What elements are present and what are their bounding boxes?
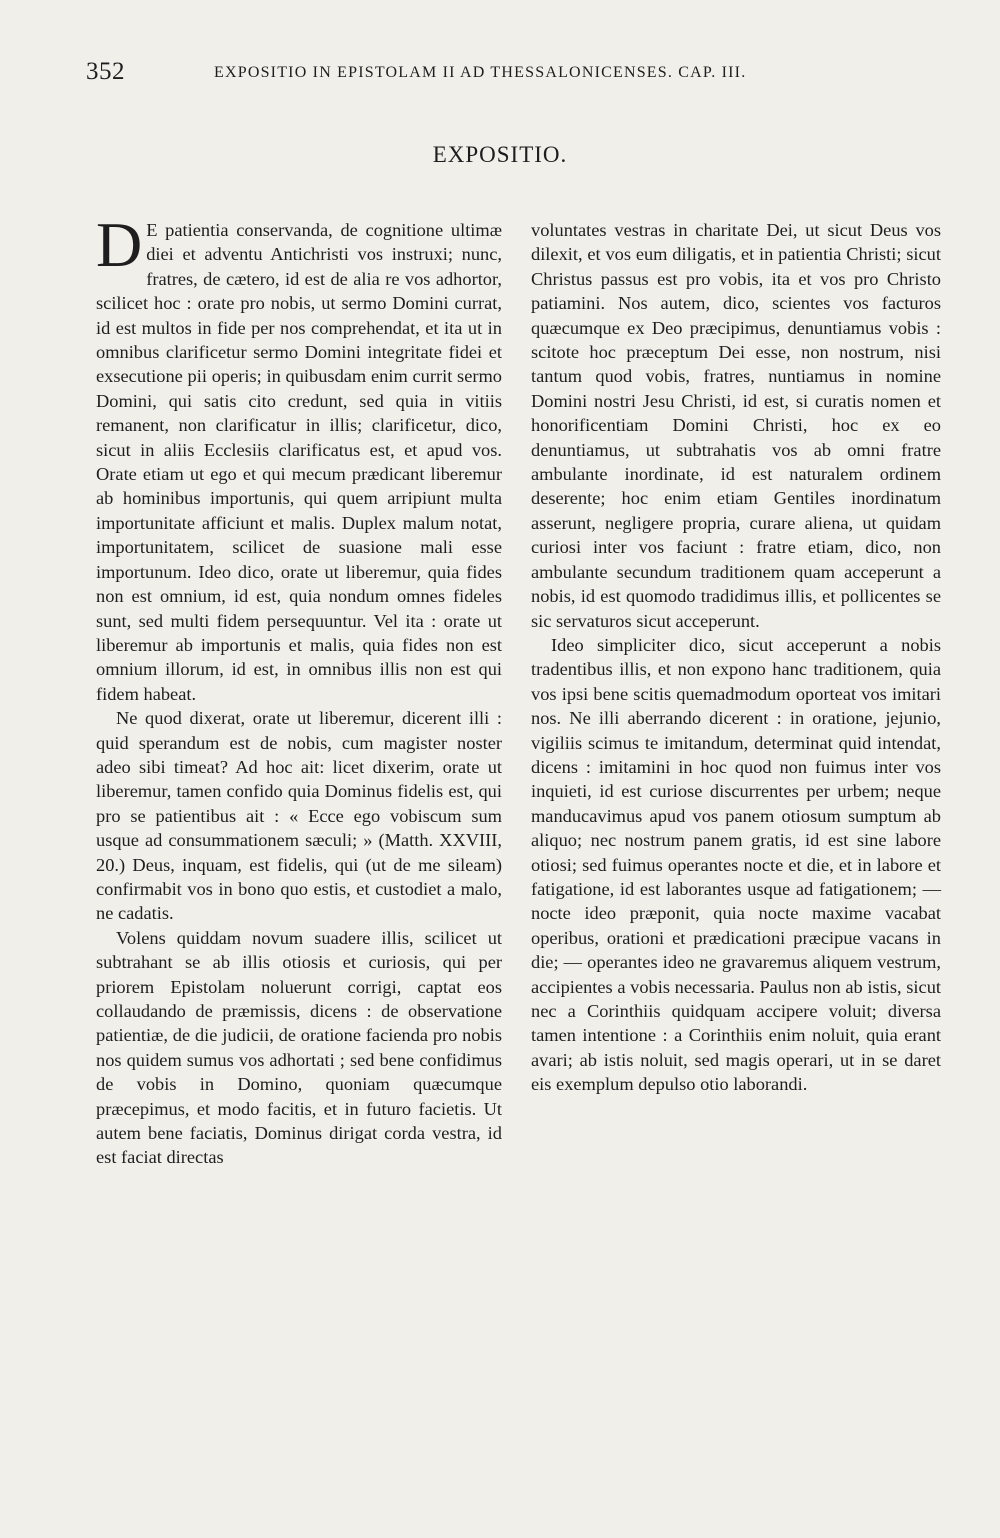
paragraph: Ideo simpliciter dico, sicut acceperunt a nobis tradentibus illis, et non expono hanc traditionem, quia vos ipsi bene scitis quemadmodum oporteat vos imitari nos. Ne illi aberrando dicerent : in oratione, jejunio, vigiliis scimus te imitandum, determinat quid intendat, dicens : imitamini in hoc quod non fuimus inter vos inquieti, id est curiose discurrentes per urbem; neque manducavimus apud vos panem otiosum sumptum ab aliquo; nec nostrum panem gratis, id est sine labore otiosi; sed fuimus operantes nocte et die, et in labore et fatigatione, id est laborantes usque ad fatigationem; — nocte ideo præponit, quia nocte maxime vacabat operibus, orationi et prædicationi præcipue vacans in die; — operantes ideo ne gravaremus aliquem vestrum, accipientes a vobis necessaria. Paulus non ab istis, sicut nec a Corinthiis quidquam accipere voluit; diversa tamen intentione : a Corinthiis enim noluit, quia erant avari; ab istis noluit, sed magis operari, ut in se daret eis exemplum depulso otio laborandi. [531, 634, 941, 1095]
paragraph [96, 209, 502, 706]
page-header [86, 58, 940, 92]
left-column [96, 209, 502, 1170]
paragraph: voluntates vestras in charitate Dei, ut sicut Deus vos dilexit, et vos eum diligatis, et in patientia Christi; sicut Christus passus est pro vobis, ita et vos pro Christo patiamini. Nos autem, dico, scientes vos facturos quæcumque ex Deo præcipimus, denuntiamus vobis : scitote hoc præceptum Dei esse, non nostrum, nisi tantum quod vobis, fratres, nuntiamus in nomine Domini nostri Jesu Christi, id est, si curatis nomen et honorificentiam Domini Christi, hoc ex eo denuntiamus, ut subtrahatis vos ab omni fratre ambulante inordinate, id est naturalem ordinem deserente; hoc enim etiam Gentiles inordinatum asserunt, negligere propria, curare aliena, ut quidam curiosi inter vos faciunt : fratre etiam, dico, non ambulante secundum traditionem quam acceperunt a nobis, id est quomodo tradidimus illis, et pollicentes se sic servaturos sicut acceperunt. [531, 220, 941, 631]
drop-capital: D [96, 209, 143, 280]
paragraph: Ne quod dixerat, orate ut liberemur, dicerent illi : quid sperandum est de nobis, cum magister noster adeo sibi timeat? Ad hoc ait: licet dixerim, orate ut liberemur, tamen confido quia Dominus fidelis est, qui pro se patientibus ait : « Ecce ego vobiscum sum usque ad consummationem sæculi; » (Matth. XXVIII, 20.) Deus, inquam, est fidelis, qui (ut de me sileam) confirmabit vos in bono quo estis, et custodiet a malo, ne cadatis. [96, 708, 502, 924]
running-title: EXPOSITIO IN EPISTOLAM II AD THESSALONICENSES. CAP. III. [214, 64, 747, 81]
page-number: 352 [86, 58, 125, 85]
section-title: EXPOSITIO. [432, 142, 568, 167]
right-column [531, 218, 941, 1097]
paragraph-text: E patientia conservanda, de cognitione ultimæ diei et adventu Antichristi vos instruxi; nunc, fratres, de cætero, id est de alia re vos adhortor, scilicet hoc : orate pro nobis, ut sermo Domini currat, id est multos in fide per nos comprehendat, et ita ut in omnibus clarificetur sermo Domini integritate fidei et exsecutione pii operis; in quibusdam enim currit sermo Domini, qui satis cito credunt, sed quia in vitiis remanent, non clarificatur in illis; clarificetur, dico, sicut in aliis Ecclesiis clarificatus est, et apud vos. Orate etiam ut ego et qui mecum prædicant liberemur ab hominibus importunis, qui quem arripiunt multa importunitate afficiunt et malis. Duplex malum notat, importunitatem, scilicet de suasione mali esse importunum. Ideo dico, orate ut liberemur, quia fides non est omnium, id est, quia nondum omnes fideles sunt, sed multi fidem persequuntur. Vel ita : orate ut liberemur ab importunis et malis, quia fides non est omnium illorum, id est, in omnibus illis non est qui fidem habeat. [96, 220, 502, 704]
paragraph: Volens quiddam novum suadere illis, scilicet ut subtrahant se ab illis otiosis et curiosis, qui per priorem Epistolam noluerunt corrigi, captat eos collaudando de præmissis, dicens : de observatione patientiæ, de die judicii, de oratione facienda pro nobis nos quidem sumus vos adhortati ; sed bene confidimus de vobis in Domino, quoniam quæcumque præcepimus, et modo facitis, et in futuro facietis. Ut autem bene faciatis, Dominus dirigat corda vestra, id est faciat directas [96, 927, 502, 1168]
